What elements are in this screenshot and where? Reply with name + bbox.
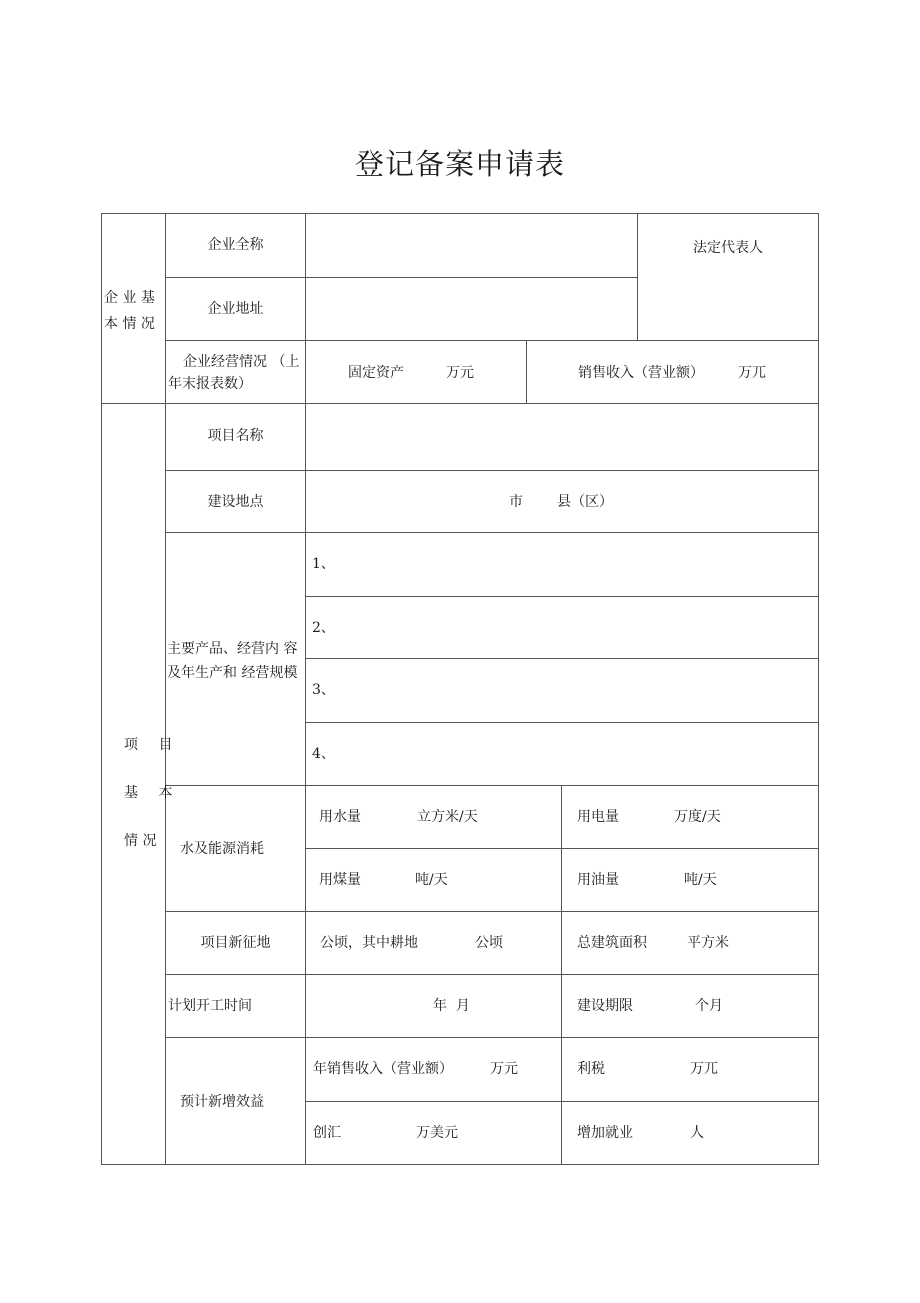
site-field[interactable]: [306, 471, 818, 532]
coal-unit: 吨/天: [415, 872, 448, 888]
start-time-label: 计划开工时间: [168, 998, 252, 1014]
sales-field[interactable]: [527, 341, 818, 403]
fixed-assets-unit: 万元: [446, 365, 474, 381]
annual-sales-field[interactable]: [306, 1038, 561, 1101]
coal-label: 用煤量: [319, 872, 361, 888]
fixed-assets-label: 固定资产: [348, 365, 404, 381]
forex-field[interactable]: [306, 1102, 561, 1164]
forex-unit: 万美元: [416, 1125, 458, 1141]
project-name-field[interactable]: [306, 404, 818, 470]
product-item[interactable]: [306, 659, 818, 722]
page-title: 登记备案申请表: [354, 147, 565, 181]
water-label: 用水量: [319, 809, 361, 825]
electricity-field[interactable]: [562, 786, 818, 848]
jobs-field[interactable]: [562, 1102, 818, 1164]
table-border-bottom: [101, 1164, 819, 1165]
project-name-label: 项目名称: [207, 428, 264, 444]
section1-label-line1: 企 业 基: [104, 290, 155, 306]
land-field[interactable]: [306, 912, 561, 974]
products-label-line2: 及年生产和 经营规模: [167, 665, 298, 681]
company-address-field[interactable]: [306, 278, 637, 340]
fixed-assets-field[interactable]: [306, 341, 526, 403]
product-item[interactable]: [306, 723, 818, 785]
tax-field[interactable]: [562, 1038, 818, 1101]
site-city: 市: [509, 494, 523, 510]
section2-label-line2: 基 本: [124, 785, 173, 801]
annual-sales-label: 年销售收入（营业额）: [313, 1061, 453, 1077]
sales-unit: 万兀: [738, 365, 766, 381]
section2-label-line3: 情 况: [124, 833, 157, 849]
jobs-unit: 人: [690, 1125, 704, 1141]
section1-label-line2: 本 情 况: [104, 316, 155, 332]
coal-field[interactable]: [306, 849, 561, 911]
product-item[interactable]: [306, 597, 818, 658]
period-unit: 个月: [695, 998, 723, 1014]
product-item[interactable]: [306, 533, 818, 596]
company-address-label: 企业地址: [207, 301, 264, 317]
oil-unit: 吨/天: [684, 872, 717, 888]
forex-label: 创汇: [313, 1125, 341, 1141]
energy-label: 水及能源消耗: [180, 841, 264, 857]
product-item-number: 1、: [312, 556, 335, 572]
product-item-number: 2、: [312, 620, 335, 636]
electricity-label: 用电量: [577, 809, 619, 825]
floor-area-label: 总建筑面积: [577, 935, 647, 951]
water-unit: 立方米/天: [417, 809, 478, 825]
water-field[interactable]: [306, 786, 561, 848]
land-label: 项目新征地: [200, 935, 271, 951]
land-text: 公顷，其中耕地: [320, 935, 418, 951]
product-item-number: 3、: [312, 682, 335, 698]
table-border-right: [818, 213, 819, 1165]
electricity-unit: 万度/天: [674, 809, 721, 825]
operation-label-line1: 企业经营情况 （上: [183, 354, 300, 370]
operation-label-line2: 年末报表数）: [168, 376, 252, 392]
product-item-number: 4、: [312, 746, 335, 762]
section2-label-line1: 项 目: [124, 737, 173, 753]
legal-rep-field[interactable]: [638, 262, 818, 340]
annual-sales-unit: 万元: [490, 1061, 518, 1077]
site-label: 建设地点: [207, 494, 264, 510]
legal-rep-label: 法定代表人: [693, 240, 763, 256]
floor-area-unit: 平方米: [687, 935, 729, 951]
land-unit: 公顷: [475, 935, 503, 951]
company-name-label: 企业全称: [207, 237, 264, 253]
benefit-label: 预计新增效益: [180, 1094, 264, 1110]
site-county: 县（区）: [557, 494, 613, 510]
floor-area-field[interactable]: [562, 912, 818, 974]
sales-label: 销售收入（营业额）: [578, 365, 704, 381]
period-field[interactable]: [562, 975, 818, 1037]
start-time-field[interactable]: [306, 975, 561, 1037]
oil-label: 用油量: [577, 872, 619, 888]
start-time-text: 年 月: [433, 998, 470, 1014]
table-border-left: [101, 213, 102, 1165]
jobs-label: 增加就业: [577, 1125, 633, 1141]
period-label: 建设期限: [577, 998, 633, 1014]
products-label-line1: 主要产品、经营内 容: [167, 641, 298, 657]
tax-label: 利税: [577, 1061, 605, 1077]
oil-field[interactable]: [562, 849, 818, 911]
tax-unit: 万兀: [690, 1061, 718, 1077]
company-name-field[interactable]: [306, 214, 637, 277]
